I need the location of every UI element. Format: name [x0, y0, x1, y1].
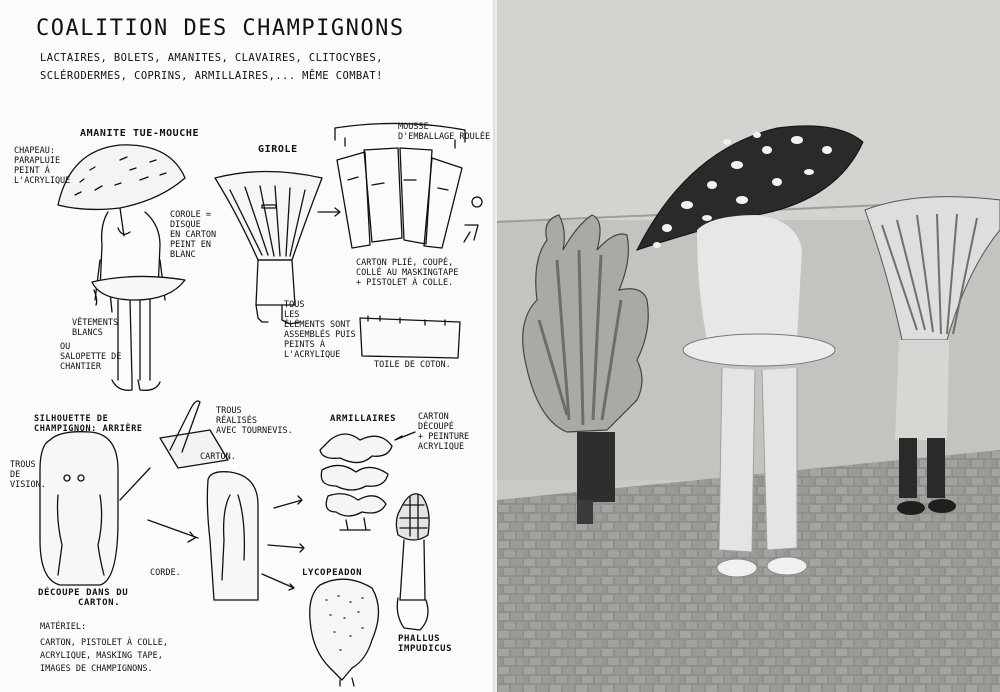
phallus-drawing [396, 494, 429, 630]
silhouette-holes-note: TROUS RÉALISÉS AVEC TOURNEVIS. [216, 406, 293, 436]
girole-foam-note: MOUSSE D'EMBALLAGE ROULÉE [398, 122, 491, 142]
subtitle-line-1: LACTAIRES, BOLETS, AMANITES, CLAVAIRES, CLITOCYBES, [40, 52, 383, 64]
girole-cardboard-note: CARTON PLIÉ, COUPÉ, COLLÉ AU MASKINGTAPE + PISTOLET À COLLE. [356, 258, 459, 288]
girole-assembly-note: TOUS LES ÉLÉMENTS SONT ASSEMBLÉS PUIS PEINTS À L'ACRYLIQUE [284, 300, 356, 360]
armillaires-heading: ARMILLAIRES [330, 414, 397, 424]
amanite-umbrella-drawing [58, 145, 185, 236]
page-title: COALITION DES CHAMPIGNONS [36, 16, 405, 41]
girole-pattern-pieces [335, 123, 482, 358]
silhouette-cut-note: DÉCOUPE DANS DU CARTON. [38, 588, 129, 608]
silhouette-vision-note: TROUS DE VISION. [10, 460, 46, 490]
amanite-clothes-note: VÊTEMENTS BLANCS [72, 318, 119, 338]
silhouette-heading: SILHOUETTE DE CHAMPIGNON: ARRIÈRE [34, 414, 143, 434]
costume-photo [497, 0, 1000, 692]
armillaires-note: CARTON DÉCOUPÉ + PEINTURE ACRYLIQUE [418, 412, 470, 452]
silhouette-cardboard-label: CARTON. [200, 452, 236, 462]
amanite-hat-note: CHAPEAU: PARAPLUIE PEINT À L'ACRYLIQUE [14, 146, 71, 186]
subtitle-line-2: SCLÉRODERMES, COPRINS, ARMILLAIRES,... MÊME COMBAT! [40, 70, 383, 82]
amanite-heading: AMANITE TUE-MOUCHE [80, 128, 200, 139]
materials-block: MATÉRIEL: CARTON, PISTOLET À COLLE, ACRYLIQUE, MASKING TAPE, IMAGES DE CHAMPIGNONS. [40, 622, 168, 674]
girole-cloth-note: TOILE DE COTON. [374, 360, 451, 370]
phallus-heading: PHALLUS IMPUDICUS [398, 634, 453, 654]
materials-heading: MATÉRIEL: [40, 622, 87, 632]
right-page-photo [497, 0, 1000, 692]
silhouette-cord-label: CORDE. [150, 568, 181, 578]
lycopeadon-drawing [310, 579, 379, 686]
amanite-skirt-note: COROLE = DISQUE EN CARTON PEINT EN BLANC [170, 210, 217, 260]
girole-heading: GIROLE [258, 144, 298, 155]
lycopeadon-heading: LYCOPEADON [302, 568, 363, 578]
amanite-overall-note: OU SALOPETTE DE CHANTIER [60, 342, 122, 372]
left-page-illustration [0, 0, 497, 692]
